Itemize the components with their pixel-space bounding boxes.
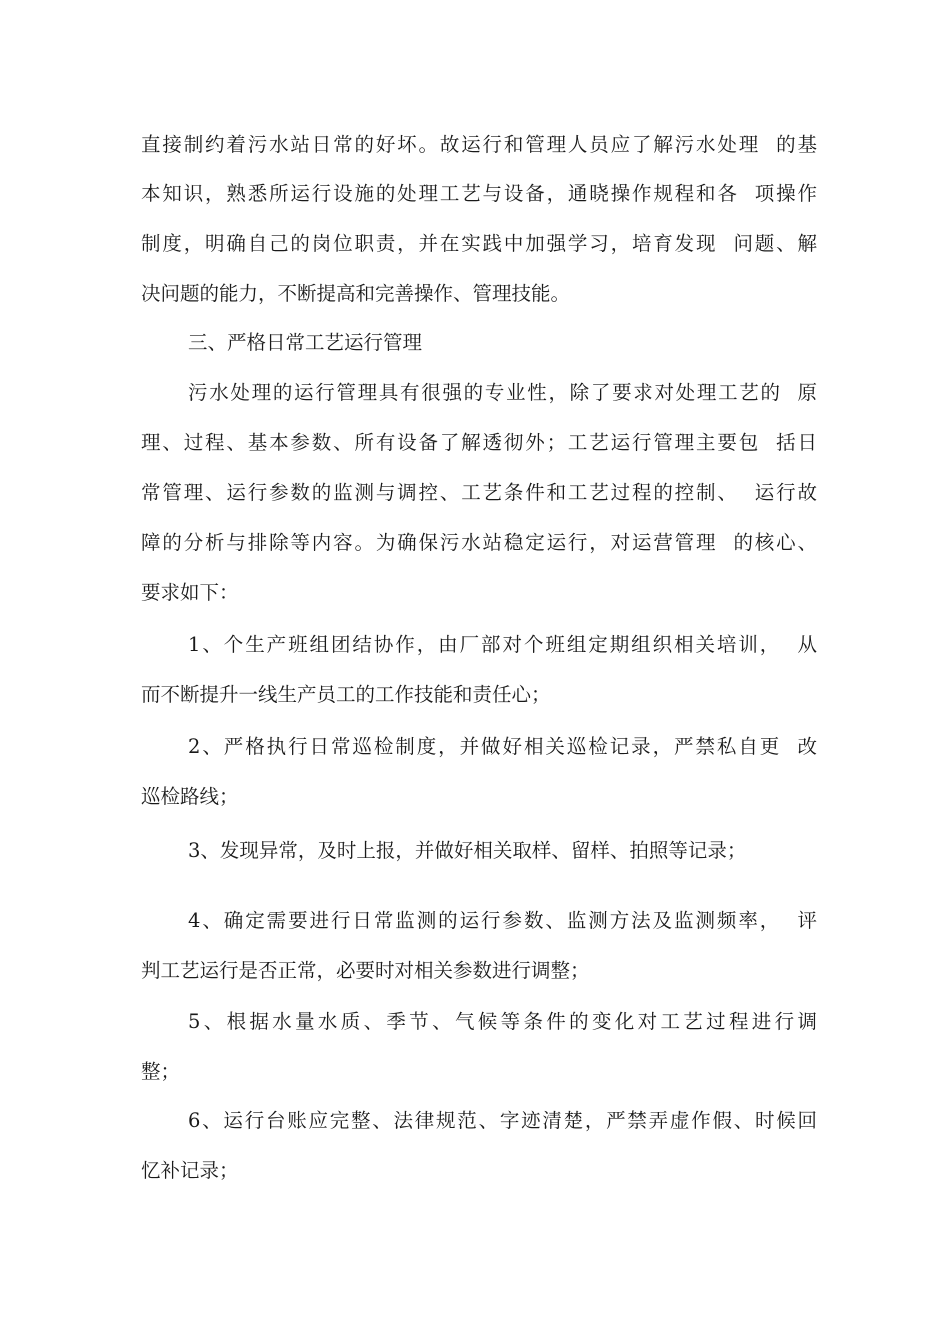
paragraph-line: 制度，明确自己的岗位职责，并在实践中加强学习，培育发现 问题、解 <box>141 232 817 255</box>
paragraph-line: 理、过程、基本参数、所有设备了解透彻外；工艺运行管理主要包 括日 <box>141 431 817 454</box>
list-item-line: 而不断提升一线生产员工的工作技能和责任心； <box>141 683 551 706</box>
paragraph-line: 要求如下： <box>141 581 239 604</box>
list-item-line: 巡检路线； <box>141 785 239 808</box>
paragraph-line: 常管理、运行参数的监测与调控、工艺条件和工艺过程的控制、 运行故 <box>141 481 817 504</box>
paragraph-line: 本知识，熟悉所运行设施的处理工艺与设备，通晓操作规程和各 项操作 <box>141 182 817 205</box>
paragraph-line: 障的分析与排除等内容。为确保污水站稳定运行，对运营管理 的核心、 <box>141 531 817 554</box>
list-item-line: 5、根据水量水质、季节、气候等条件的变化对工艺过程进行调 <box>188 1010 817 1033</box>
list-item-line: 1、个生产班组团结协作，由厂部对个班组定期组织相关培训， 从 <box>188 633 817 656</box>
paragraph-line: 决问题的能力，不断提高和完善操作、管理技能。 <box>141 282 571 305</box>
list-item-line: 3、发现异常，及时上报，并做好相关取样、留样、拍照等记录； <box>188 839 747 862</box>
list-item-line: 2、严格执行日常巡检制度，并做好相关巡检记录，严禁私自更 改 <box>188 735 817 758</box>
section-heading: 三、严格日常工艺运行管理 <box>188 331 423 354</box>
list-item-line: 4、确定需要进行日常监测的运行参数、监测方法及监测频率， 评 <box>188 909 817 932</box>
list-item-line: 判工艺运行是否正常，必要时对相关参数进行调整； <box>141 959 590 982</box>
paragraph-line: 污水处理的运行管理具有很强的专业性，除了要求对处理工艺的 原 <box>188 381 817 404</box>
list-item-line: 6、运行台账应完整、法律规范、字迹清楚，严禁弄虚作假、时候回 <box>188 1109 817 1132</box>
paragraph-line: 直接制约着污水站日常的好坏。故运行和管理人员应了解污水处理 的基 <box>141 133 817 156</box>
list-item-line: 整； <box>141 1060 181 1083</box>
list-item-line: 忆补记录； <box>141 1159 239 1182</box>
